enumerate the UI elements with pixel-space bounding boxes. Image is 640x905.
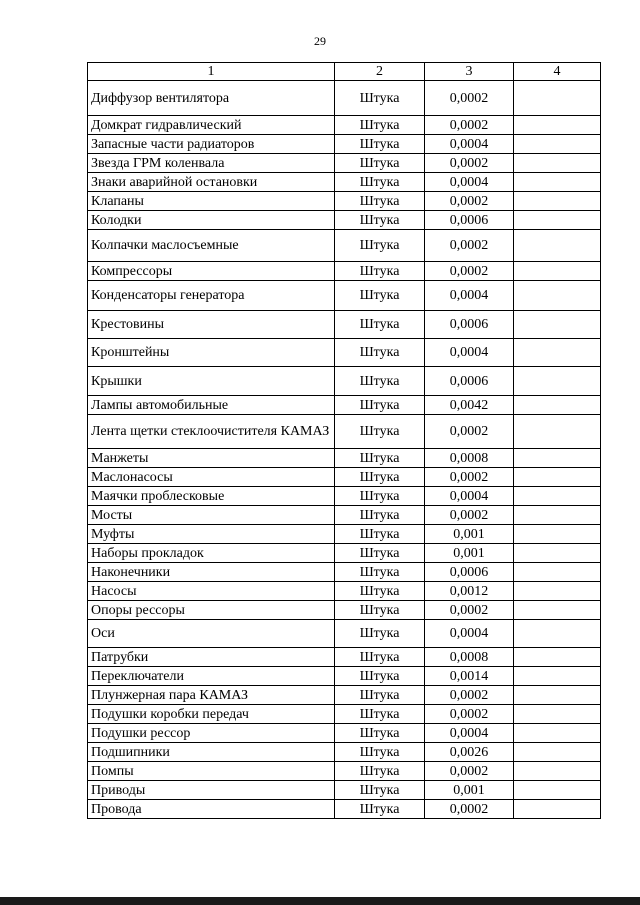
quantity-cell: 0,0004 (425, 724, 514, 743)
table-row (88, 620, 601, 648)
column-4-cell (514, 506, 601, 525)
column-4-cell (514, 449, 601, 468)
item-name-cell: Плунжерная пара КАМАЗ (88, 686, 335, 705)
column-4-cell (514, 582, 601, 601)
unit-cell: Штука (335, 449, 425, 468)
column-4-cell (514, 800, 601, 819)
unit-cell: Штука (335, 173, 425, 192)
item-name-cell: Колпачки маслосъемные (88, 230, 335, 262)
quantity-cell: 0,0006 (425, 311, 514, 339)
unit-cell: Штука (335, 487, 425, 506)
quantity-cell: 0,0014 (425, 667, 514, 686)
item-name-cell: Помпы (88, 762, 335, 781)
quantity-cell: 0,0002 (425, 262, 514, 281)
unit-cell: Штука (335, 724, 425, 743)
item-name-cell: Манжеты (88, 449, 335, 468)
table-row (88, 211, 601, 230)
item-name-cell: Кронштейны (88, 339, 335, 367)
quantity-cell: 0,0006 (425, 367, 514, 396)
quantity-cell: 0,0002 (425, 601, 514, 620)
table-row (88, 281, 601, 311)
table-row (88, 396, 601, 415)
unit-cell: Штука (335, 648, 425, 667)
item-name-cell: Домкрат гидравлический (88, 116, 335, 135)
column-4-cell (514, 135, 601, 154)
items-table (87, 62, 601, 819)
table-header-row (88, 63, 601, 81)
items-table-body (88, 63, 601, 819)
column-header-1: 1 (88, 63, 335, 81)
column-4-cell (514, 601, 601, 620)
unit-cell: Штука (335, 468, 425, 487)
quantity-cell: 0,0002 (425, 800, 514, 819)
quantity-cell: 0,0002 (425, 230, 514, 262)
table-row (88, 468, 601, 487)
unit-cell: Штука (335, 192, 425, 211)
quantity-cell: 0,0008 (425, 648, 514, 667)
unit-cell: Штука (335, 762, 425, 781)
item-name-cell: Лента щетки стеклоочистителя КАМАЗ (88, 415, 335, 449)
item-name-cell: Наконечники (88, 563, 335, 582)
column-4-cell (514, 525, 601, 544)
unit-cell: Штука (335, 230, 425, 262)
column-4-cell (514, 211, 601, 230)
table-row (88, 648, 601, 667)
item-name-cell: Патрубки (88, 648, 335, 667)
item-name-cell: Колодки (88, 211, 335, 230)
column-4-cell (514, 468, 601, 487)
item-name-cell: Компрессоры (88, 262, 335, 281)
quantity-cell: 0,0002 (425, 154, 514, 173)
quantity-cell: 0,0004 (425, 620, 514, 648)
table-row (88, 743, 601, 762)
quantity-cell: 0,0004 (425, 487, 514, 506)
unit-cell: Штука (335, 686, 425, 705)
unit-cell: Штука (335, 211, 425, 230)
column-4-cell (514, 544, 601, 563)
table-row (88, 116, 601, 135)
quantity-cell: 0,0002 (425, 705, 514, 724)
column-4-cell (514, 724, 601, 743)
table-row (88, 135, 601, 154)
quantity-cell: 0,0002 (425, 81, 514, 116)
unit-cell: Штука (335, 544, 425, 563)
column-4-cell (514, 762, 601, 781)
table-row (88, 601, 601, 620)
unit-cell: Штука (335, 743, 425, 762)
quantity-cell: 0,0004 (425, 135, 514, 154)
item-name-cell: Крышки (88, 367, 335, 396)
unit-cell: Штука (335, 81, 425, 116)
item-name-cell: Подушки рессор (88, 724, 335, 743)
unit-cell: Штука (335, 367, 425, 396)
column-4-cell (514, 367, 601, 396)
quantity-cell: 0,0002 (425, 686, 514, 705)
unit-cell: Штука (335, 135, 425, 154)
column-4-cell (514, 339, 601, 367)
column-header-4: 4 (514, 63, 601, 81)
table-row (88, 487, 601, 506)
unit-cell: Штука (335, 415, 425, 449)
unit-cell: Штука (335, 781, 425, 800)
column-4-cell (514, 686, 601, 705)
item-name-cell: Мосты (88, 506, 335, 525)
column-4-cell (514, 311, 601, 339)
quantity-cell: 0,0002 (425, 415, 514, 449)
quantity-cell: 0,0002 (425, 762, 514, 781)
table-row (88, 367, 601, 396)
unit-cell: Штука (335, 620, 425, 648)
column-4-cell (514, 620, 601, 648)
quantity-cell: 0,0026 (425, 743, 514, 762)
item-name-cell: Знаки аварийной остановки (88, 173, 335, 192)
unit-cell: Штука (335, 154, 425, 173)
column-4-cell (514, 648, 601, 667)
column-4-cell (514, 396, 601, 415)
item-name-cell: Диффузор вентилятора (88, 81, 335, 116)
table-row (88, 415, 601, 449)
quantity-cell: 0,0002 (425, 468, 514, 487)
item-name-cell: Подушки коробки передач (88, 705, 335, 724)
item-name-cell: Опоры рессоры (88, 601, 335, 620)
item-name-cell: Муфты (88, 525, 335, 544)
column-4-cell (514, 262, 601, 281)
item-name-cell: Запасные части радиаторов (88, 135, 335, 154)
quantity-cell: 0,001 (425, 525, 514, 544)
item-name-cell: Конденсаторы генератора (88, 281, 335, 311)
column-4-cell (514, 667, 601, 686)
table-row (88, 154, 601, 173)
scan-bottom-edge (0, 897, 640, 905)
quantity-cell: 0,001 (425, 544, 514, 563)
item-name-cell: Приводы (88, 781, 335, 800)
quantity-cell: 0,0002 (425, 192, 514, 211)
quantity-cell: 0,0006 (425, 563, 514, 582)
table-row (88, 544, 601, 563)
column-4-cell (514, 230, 601, 262)
quantity-cell: 0,0002 (425, 116, 514, 135)
unit-cell: Штука (335, 396, 425, 415)
quantity-cell: 0,0006 (425, 211, 514, 230)
unit-cell: Штука (335, 311, 425, 339)
unit-cell: Штука (335, 601, 425, 620)
unit-cell: Штука (335, 800, 425, 819)
table-row (88, 262, 601, 281)
item-name-cell: Звезда ГРМ коленвала (88, 154, 335, 173)
item-name-cell: Провода (88, 800, 335, 819)
quantity-cell: 0,001 (425, 781, 514, 800)
table-row (88, 705, 601, 724)
column-4-cell (514, 81, 601, 116)
column-header-2: 2 (335, 63, 425, 81)
unit-cell: Штука (335, 281, 425, 311)
quantity-cell: 0,0004 (425, 281, 514, 311)
unit-cell: Штука (335, 262, 425, 281)
column-header-3: 3 (425, 63, 514, 81)
item-name-cell: Маячки проблесковые (88, 487, 335, 506)
table-row (88, 563, 601, 582)
page-number: 29 (314, 34, 326, 48)
item-name-cell: Наборы прокладок (88, 544, 335, 563)
item-name-cell: Маслонасосы (88, 468, 335, 487)
unit-cell: Штука (335, 506, 425, 525)
quantity-cell: 0,0004 (425, 339, 514, 367)
table-row (88, 781, 601, 800)
column-4-cell (514, 116, 601, 135)
table-row (88, 81, 601, 116)
table-row (88, 311, 601, 339)
unit-cell: Штука (335, 667, 425, 686)
column-4-cell (514, 281, 601, 311)
unit-cell: Штука (335, 563, 425, 582)
unit-cell: Штука (335, 525, 425, 544)
table-row (88, 762, 601, 781)
item-name-cell: Насосы (88, 582, 335, 601)
table-row (88, 800, 601, 819)
table-row (88, 230, 601, 262)
table-row (88, 525, 601, 544)
table-row (88, 449, 601, 468)
item-name-cell: Крестовины (88, 311, 335, 339)
table-row (88, 506, 601, 525)
quantity-cell: 0,0012 (425, 582, 514, 601)
table-row (88, 582, 601, 601)
table-row (88, 667, 601, 686)
unit-cell: Штука (335, 339, 425, 367)
table-row (88, 686, 601, 705)
column-4-cell (514, 192, 601, 211)
table-row (88, 339, 601, 367)
item-name-cell: Оси (88, 620, 335, 648)
quantity-cell: 0,0008 (425, 449, 514, 468)
item-name-cell: Переключатели (88, 667, 335, 686)
table-row (88, 173, 601, 192)
unit-cell: Штука (335, 116, 425, 135)
item-name-cell: Лампы автомобильные (88, 396, 335, 415)
quantity-cell: 0,0002 (425, 506, 514, 525)
column-4-cell (514, 154, 601, 173)
unit-cell: Штука (335, 582, 425, 601)
column-4-cell (514, 743, 601, 762)
quantity-cell: 0,0004 (425, 173, 514, 192)
table-row (88, 724, 601, 743)
column-4-cell (514, 781, 601, 800)
column-4-cell (514, 173, 601, 192)
column-4-cell (514, 563, 601, 582)
column-4-cell (514, 705, 601, 724)
column-4-cell (514, 487, 601, 506)
table-row (88, 192, 601, 211)
column-4-cell (514, 415, 601, 449)
item-name-cell: Подшипники (88, 743, 335, 762)
unit-cell: Штука (335, 705, 425, 724)
item-name-cell: Клапаны (88, 192, 335, 211)
quantity-cell: 0,0042 (425, 396, 514, 415)
